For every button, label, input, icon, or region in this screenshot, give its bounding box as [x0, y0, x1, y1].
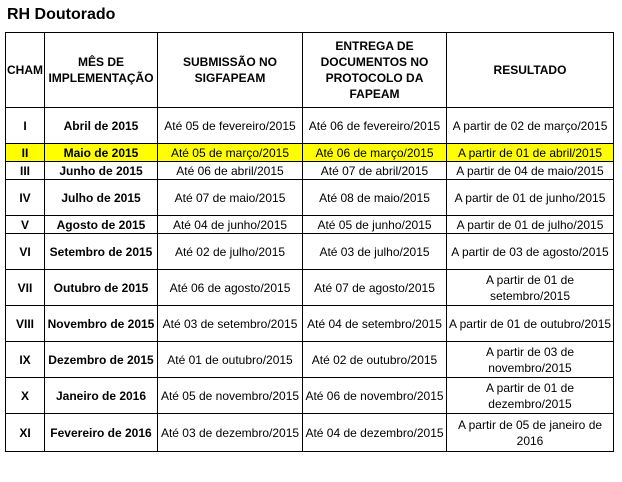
- cell-cham: IV: [6, 180, 45, 216]
- header-resultado: RESULTADO: [447, 33, 614, 108]
- cell-mes: Setembro de 2015: [45, 234, 158, 270]
- cell-submissao: Até 06 de abril/2015: [158, 162, 303, 180]
- cell-entrega: Até 03 de julho/2015: [303, 234, 447, 270]
- table-row: [6, 414, 614, 452]
- table-row: [6, 342, 614, 378]
- cell-resultado: A partir de 03 de novembro/2015: [447, 342, 614, 378]
- cell-mes: Abril de 2015: [45, 108, 158, 144]
- cell-entrega: Até 05 de junho/2015: [303, 216, 447, 234]
- cell-entrega: Até 04 de dezembro/2015: [303, 414, 447, 452]
- cell-mes: Maio de 2015: [45, 144, 158, 162]
- cell-mes: Fevereiro de 2016: [45, 414, 158, 452]
- cell-entrega: Até 06 de fevereiro/2015: [303, 108, 447, 144]
- cell-cham: VII: [6, 270, 45, 306]
- cell-mes: Agosto de 2015: [45, 216, 158, 234]
- header-entrega: ENTREGA DE DOCUMENTOS NO PROTOCOLO DA FAPEAM: [303, 33, 447, 108]
- cell-resultado: A partir de 01 de outubro/2015: [447, 306, 614, 342]
- cell-entrega: Até 06 de novembro/2015: [303, 378, 447, 414]
- cell-submissao: Até 03 de setembro/2015: [158, 306, 303, 342]
- table-row: [6, 216, 614, 234]
- cell-submissao: Até 05 de março/2015: [158, 144, 303, 162]
- cell-submissao: Até 03 de dezembro/2015: [158, 414, 303, 452]
- cell-cham: II: [6, 144, 45, 162]
- cell-cham: X: [6, 378, 45, 414]
- table-row: [6, 378, 614, 414]
- cell-mes: Outubro de 2015: [45, 270, 158, 306]
- cell-cham: I: [6, 108, 45, 144]
- cell-entrega: Até 07 de abril/2015: [303, 162, 447, 180]
- cell-mes: Novembro de 2015: [45, 306, 158, 342]
- cell-entrega: Até 08 de maio/2015: [303, 180, 447, 216]
- cell-submissao: Até 05 de fevereiro/2015: [158, 108, 303, 144]
- page-title: RH Doutorado: [7, 6, 116, 23]
- cell-resultado: A partir de 01 de junho/2015: [447, 180, 614, 216]
- cell-resultado: A partir de 02 de março/2015: [447, 108, 614, 144]
- header-mes-implementacao: MÊS DE IMPLEMENTAÇÃO: [45, 33, 158, 108]
- cell-cham: VI: [6, 234, 45, 270]
- cell-submissao: Até 01 de outubro/2015: [158, 342, 303, 378]
- table-body: [6, 108, 614, 452]
- cell-resultado: A partir de 01 de abril/2015: [447, 144, 614, 162]
- table-row: [6, 162, 614, 180]
- cell-cham: V: [6, 216, 45, 234]
- cell-submissao: Até 05 de novembro/2015: [158, 378, 303, 414]
- table-row: [6, 108, 614, 144]
- cell-mes: Janeiro de 2016: [45, 378, 158, 414]
- cell-entrega: Até 06 de março/2015: [303, 144, 447, 162]
- cell-mes: Dezembro de 2015: [45, 342, 158, 378]
- table-row: [6, 144, 614, 162]
- cell-mes: Junho de 2015: [45, 162, 158, 180]
- table-row: [6, 180, 614, 216]
- cell-resultado: A partir de 01 de dezembro/2015: [447, 378, 614, 414]
- cell-entrega: Até 02 de outubro/2015: [303, 342, 447, 378]
- cell-cham: VIII: [6, 306, 45, 342]
- schedule-table: [5, 32, 614, 452]
- cell-entrega: Até 07 de agosto/2015: [303, 270, 447, 306]
- cell-resultado: A partir de 05 de janeiro de 2016: [447, 414, 614, 452]
- cell-cham: XI: [6, 414, 45, 452]
- cell-resultado: A partir de 04 de maio/2015: [447, 162, 614, 180]
- cell-submissao: Até 04 de junho/2015: [158, 216, 303, 234]
- cell-cham: III: [6, 162, 45, 180]
- header-row: [6, 33, 614, 108]
- cell-submissao: Até 07 de maio/2015: [158, 180, 303, 216]
- cell-resultado: A partir de 03 de agosto/2015: [447, 234, 614, 270]
- cell-submissao: Até 02 de julho/2015: [158, 234, 303, 270]
- cell-entrega: Até 04 de setembro/2015: [303, 306, 447, 342]
- header-submissao: SUBMISSÃO NO SIGFAPEAM: [158, 33, 303, 108]
- table-row: [6, 270, 614, 306]
- header-cham: CHAM: [6, 33, 45, 108]
- cell-resultado: A partir de 01 de julho/2015: [447, 216, 614, 234]
- table-row: [6, 234, 614, 270]
- cell-submissao: Até 06 de agosto/2015: [158, 270, 303, 306]
- cell-cham: IX: [6, 342, 45, 378]
- table-row: [6, 306, 614, 342]
- cell-mes: Julho de 2015: [45, 180, 158, 216]
- cell-resultado: A partir de 01 de setembro/2015: [447, 270, 614, 306]
